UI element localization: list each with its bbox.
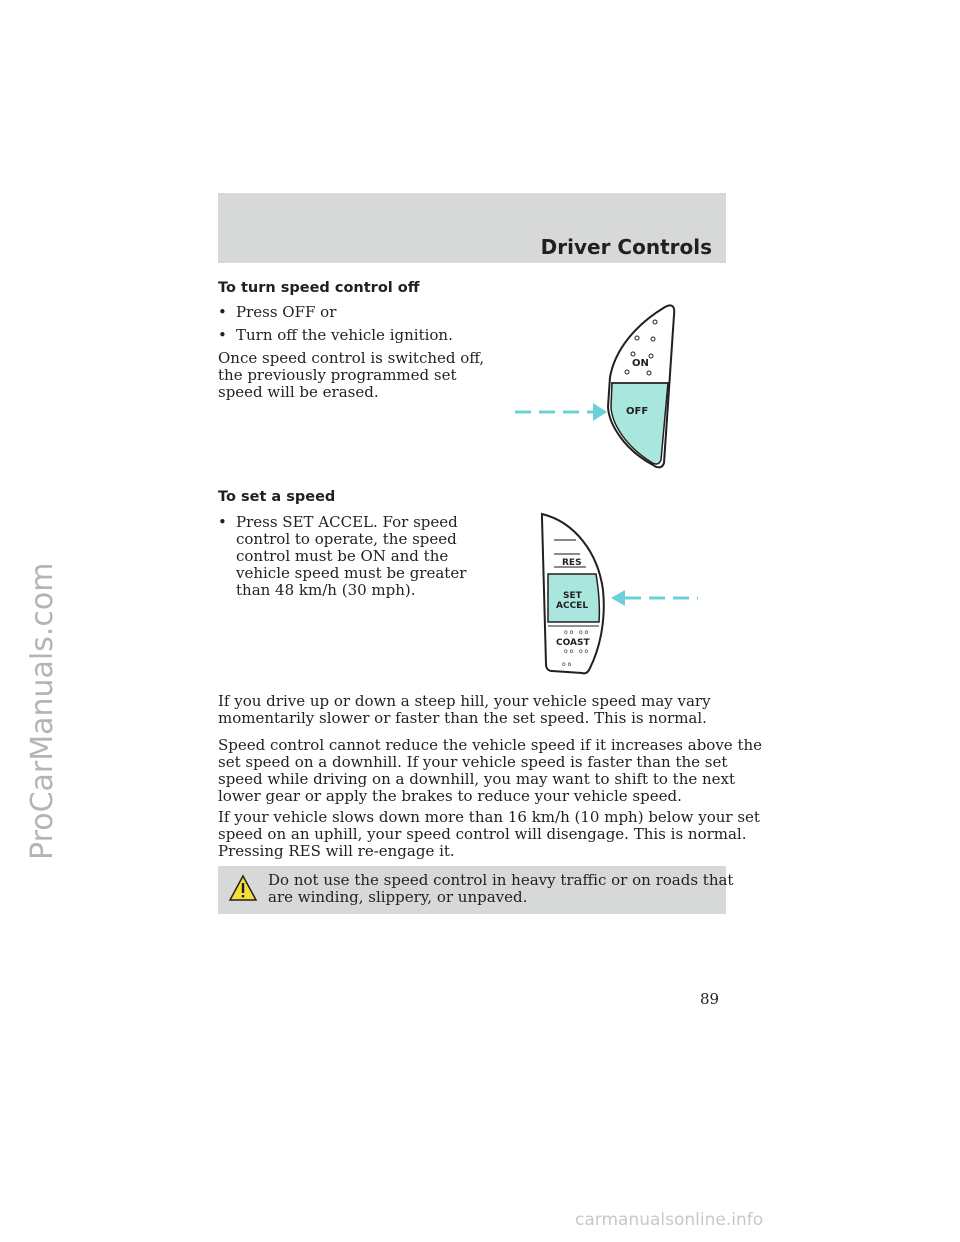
- coast-label: COAST: [556, 638, 590, 648]
- arrow-head-icon: [611, 590, 625, 606]
- res-label: RES: [562, 558, 582, 568]
- off-label: OFF: [626, 406, 649, 417]
- set-label: SET: [563, 591, 582, 601]
- off-button-area: [611, 383, 668, 464]
- warning-box: [218, 866, 734, 914]
- warning-text: Do not use the speed control in heavy traffic or on roads that are winding, slippery, or unpaved.: [268, 871, 734, 906]
- accel-label: ACCEL: [556, 601, 589, 611]
- section-header: [218, 193, 726, 263]
- heading-turn-off: To turn speed control off: [218, 280, 420, 296]
- set-accel-switch-figure: [530, 508, 710, 687]
- section-title: Driver Controls: [540, 235, 712, 259]
- page-number: 89: [700, 990, 720, 1008]
- svg-text:o o o o: o o o o: [564, 629, 589, 636]
- paragraph: If you drive up or down a steep hill, your vehicle speed may vary momentarily slower or faster than the set speed. This is normal.: [218, 692, 711, 727]
- arrow-head-icon: [593, 403, 607, 421]
- svg-text:o o o o: o o o o: [564, 648, 589, 655]
- watermark: [8, 340, 68, 940]
- watermark-text: ProCarManuals.com: [25, 562, 60, 860]
- off-switch-figure: [505, 295, 685, 479]
- on-label: ON: [632, 358, 649, 369]
- footer-watermark: carmanualsonline.info: [575, 1210, 764, 1230]
- warning-triangle-icon: [228, 874, 258, 902]
- paragraph: Speed control cannot reduce the vehicle speed if it increases above the set speed on a downhill. If your vehicle speed is faster than the set speed while driving on a downhill, you may want to shift to the next lower gear or apply the brakes to reduce your vehicle speed.: [218, 736, 763, 805]
- paragraph-off-info: Once speed control is switched off, the previously programmed set speed will be erased.: [218, 349, 485, 401]
- svg-text:o o: o o: [562, 661, 572, 668]
- paragraph: If your vehicle slows down more than 16 km/h (10 mph) below your set speed on an uphill, your speed control will disengage. This is normal. Pressing RES will re-engage it.: [218, 808, 760, 860]
- heading-set-speed: To set a speed: [218, 489, 336, 505]
